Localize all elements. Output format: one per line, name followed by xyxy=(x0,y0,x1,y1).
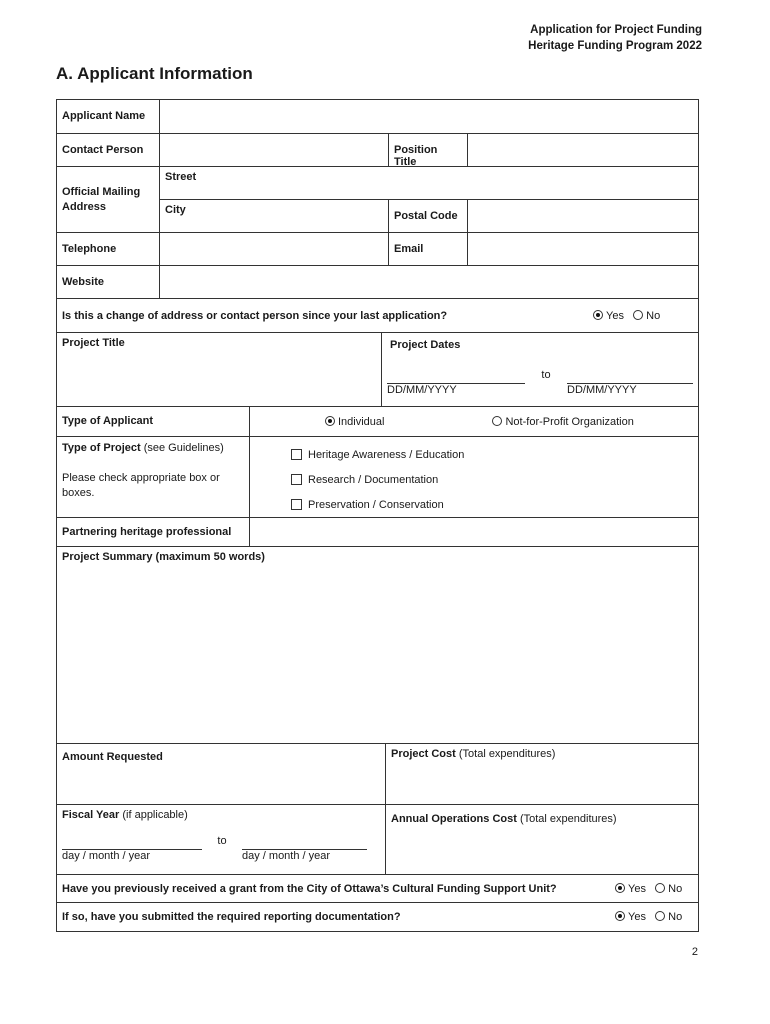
project-cost-field[interactable] xyxy=(385,744,698,804)
mailing-address-label: Official Mailing Address xyxy=(62,186,141,213)
amount-row xyxy=(56,743,699,804)
individual-label: Individual xyxy=(338,415,385,428)
page-number: 2 xyxy=(691,946,698,958)
project-type-row xyxy=(56,436,699,517)
fiscal-year-label: Fiscal Year xyxy=(62,809,120,821)
grant-no-radio[interactable] xyxy=(655,883,665,893)
postal-code-label: Postal Code xyxy=(388,200,467,232)
section-title: A. Applicant Information xyxy=(56,64,253,83)
heritage-awareness-checkbox[interactable] xyxy=(291,449,302,460)
project-title-row xyxy=(56,332,699,406)
partnering-row xyxy=(56,517,699,546)
fiscal-to: to xyxy=(217,835,227,847)
change-yes-radio[interactable] xyxy=(593,310,603,320)
non-profit-label: Not-for-Profit Organization xyxy=(505,415,634,428)
project-dates-to: to xyxy=(541,369,551,381)
fiscal-start-hint: day / month / year xyxy=(62,850,151,862)
summary-row xyxy=(56,546,699,743)
website-label: Website xyxy=(62,276,104,288)
grant-question-options xyxy=(610,879,698,899)
position-title-field[interactable] xyxy=(467,134,698,166)
project-dates-label: Project Dates xyxy=(390,339,461,351)
email-label: Email xyxy=(388,233,467,265)
preservation-checkbox[interactable] xyxy=(291,499,302,510)
reporting-no-radio[interactable] xyxy=(655,911,665,921)
change-no-radio[interactable] xyxy=(633,310,643,320)
research-label: Research / Documentation xyxy=(308,474,439,486)
telephone-field[interactable] xyxy=(159,233,388,265)
non-profit-radio[interactable] xyxy=(492,416,502,426)
change-yes-label: Yes xyxy=(606,309,624,322)
project-type-instruction: Please check appropriate box or boxes. xyxy=(62,472,220,499)
website-row xyxy=(56,265,699,298)
applicant-type-row xyxy=(56,406,699,436)
street-field[interactable] xyxy=(160,167,698,199)
reporting-yes-radio[interactable] xyxy=(615,911,625,921)
header-line-1: Application for Project Funding xyxy=(530,24,702,36)
postal-code-field[interactable] xyxy=(467,200,698,232)
contact-row xyxy=(56,133,699,166)
applicant-form xyxy=(56,99,699,932)
project-start-date-field[interactable] xyxy=(387,369,525,384)
reporting-question-row xyxy=(56,902,699,932)
project-start-date-hint: DD/MM/YYYY xyxy=(387,384,457,396)
research-checkbox[interactable] xyxy=(291,474,302,485)
applicant-name-label: Applicant Name xyxy=(62,110,146,122)
preservation-label: Preservation / Conservation xyxy=(308,499,444,511)
city-field[interactable] xyxy=(160,200,388,232)
fiscal-year-cell xyxy=(57,805,385,874)
change-question-text: Is this a change of address or contact person since your last application? xyxy=(62,309,448,322)
fiscal-end-field[interactable] xyxy=(242,835,367,850)
annual-cost-note: (Total expenditures) xyxy=(519,813,617,825)
document-header xyxy=(528,22,702,54)
project-type-label-cell xyxy=(57,437,249,517)
telephone-label: Telephone xyxy=(62,243,117,255)
grant-yes-radio[interactable] xyxy=(615,883,625,893)
partnering-field[interactable] xyxy=(249,518,698,546)
project-type-note: (see Guidelines) xyxy=(143,442,224,454)
summary-label: Project Summary (maximum 50 words) xyxy=(62,551,265,563)
header-line-2: Heritage Funding Program 2022 xyxy=(528,40,702,52)
reporting-yes-label: Yes xyxy=(628,911,646,923)
project-cost-note: (Total expenditures) xyxy=(458,748,556,760)
website-field[interactable] xyxy=(159,266,698,298)
applicant-type-label: Type of Applicant xyxy=(62,414,154,427)
fiscal-year-note: (if applicable) xyxy=(122,809,188,821)
reporting-no-label: No xyxy=(668,911,683,923)
reporting-question-text: If so, have you submitted the required reporting documentation? xyxy=(62,911,401,923)
annual-cost-label: Annual Operations Cost xyxy=(391,813,517,825)
change-question-row xyxy=(56,298,699,332)
project-end-date-field[interactable] xyxy=(567,369,693,384)
annual-cost-field[interactable] xyxy=(385,805,698,874)
project-cost-label: Project Cost xyxy=(391,748,456,760)
mailing-address-row xyxy=(56,166,699,232)
grant-no-label: No xyxy=(668,882,683,895)
grant-question-row xyxy=(56,874,699,902)
grant-question-text: Have you previously received a grant from the City of Ottawa’s Cultural Funding Support Unit? xyxy=(62,882,557,895)
project-title-label: Project Title xyxy=(62,337,125,349)
fiscal-end-hint: day / month / year xyxy=(242,850,331,862)
reporting-question-options xyxy=(610,907,698,927)
grant-yes-label: Yes xyxy=(628,882,646,895)
applicant-name-field[interactable] xyxy=(159,100,698,133)
fiscal-start-field[interactable] xyxy=(62,835,202,850)
heritage-awareness-label: Heritage Awareness / Education xyxy=(308,449,465,461)
project-end-date-hint: DD/MM/YYYY xyxy=(567,384,637,396)
applicant-name-row xyxy=(56,99,699,133)
position-title-label: Position Title xyxy=(388,134,467,166)
street-label: Street xyxy=(165,171,197,183)
project-type-label: Type of Project xyxy=(62,442,141,454)
project-title-field[interactable] xyxy=(57,333,381,406)
project-type-options xyxy=(249,437,698,517)
partnering-label: Partnering heritage professional xyxy=(62,526,232,538)
change-question-options xyxy=(588,306,698,326)
summary-field[interactable] xyxy=(57,547,698,743)
change-no-label: No xyxy=(646,309,661,322)
amount-requested-label: Amount Requested xyxy=(62,751,163,763)
email-field[interactable] xyxy=(467,233,698,265)
project-dates-cell xyxy=(381,333,698,406)
fiscal-row xyxy=(56,804,699,874)
individual-radio[interactable] xyxy=(325,416,335,426)
amount-requested-field[interactable] xyxy=(57,744,385,804)
contact-person-label: Contact Person xyxy=(62,144,144,156)
telephone-row xyxy=(56,232,699,265)
city-label: City xyxy=(165,204,186,217)
contact-person-field[interactable] xyxy=(159,134,388,166)
